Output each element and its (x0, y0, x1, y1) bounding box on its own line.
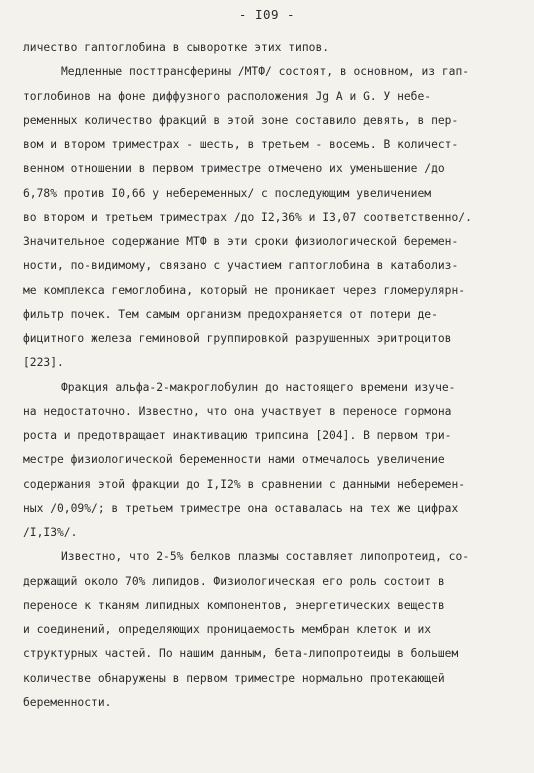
text-line: Значительное содержание МТФ в эти сроки физиологической беремен- (23, 235, 459, 248)
text-line: вом и втором триместрах - шесть, в третьем - восемь. В количест- (23, 138, 459, 151)
text-line: ности, по-видимому, связано с участием гаптоглобина в катаболиз- (23, 259, 459, 273)
text-line: на недостаточно. Известно, что она участвует в переносе гормона (23, 404, 452, 418)
text-line: местре физиологической беременности нами отмечалось увеличение (23, 453, 445, 467)
text-line: тоглобинов на фоне диффузного расположения Jg A и G. У небе- (23, 89, 432, 103)
text-line: Фракция альфа-2-макроглобулин до настоящего времени изуче- (61, 380, 456, 394)
text-line: Медленные посттрансферины /МТФ/ состоят, в основном, из гап- (61, 65, 470, 79)
text-line: структурных частей. По нашим данным, бета-липопротеиды в большем (23, 647, 459, 661)
text-line: [223]. (23, 356, 64, 370)
text-line: количестве обнаружены в первом триместре нормально протекающей (23, 671, 445, 685)
text-line: переносе к тканям липидных компонентов, энергетических веществ (23, 598, 445, 612)
text-line: ременных количество фракций в этой зоне составило девять, в пер- (23, 113, 459, 127)
text-line: роста и предотвращает инактивацию трипсина [204]. В первом три- (23, 429, 452, 442)
text-line: ме комплекса гемоглобина, который не проникает через гломерулярн- (23, 283, 466, 297)
body-text (23, 36, 511, 715)
text-line: содержания этой фракции до I,I2% в сравнении с данными неберемен- (23, 477, 466, 491)
text-line: Известно, что 2-5% белков плазмы составляет липопротеид, со- (61, 550, 470, 564)
text-line: венном отношении в первом триместре отмечено их уменьшение /до (23, 162, 445, 176)
text-line: фильтр почек. Тем самым организм предохраняется от потери де- (23, 307, 438, 321)
text-line: личество гаптоглобина в сыворотке этих типов. (23, 41, 330, 54)
text-line: во втором и третьем триместрах /до I2,36% и I3,07 соответственно/. (23, 210, 472, 224)
text-line: и соединений, определяющих проницаемость мембран клеток и их (23, 623, 432, 636)
text-line: беременности. (23, 695, 112, 709)
text-line: 6,78% против I0,66 у небеременных/ с последующим увеличением (23, 186, 432, 200)
text-line: ных /0,09%/; в третьем триместре она оставалась на тех же цифрах (23, 501, 459, 515)
text-line: /I,I3%/. (23, 526, 78, 539)
text-line: держащий около 70% липидов. Физиологическая его роль состоит в (23, 574, 445, 588)
text-line: фицитного железа геминовой группировкой разрушенных эритроцитов (23, 332, 452, 345)
page-number: - I09 - (238, 7, 296, 22)
